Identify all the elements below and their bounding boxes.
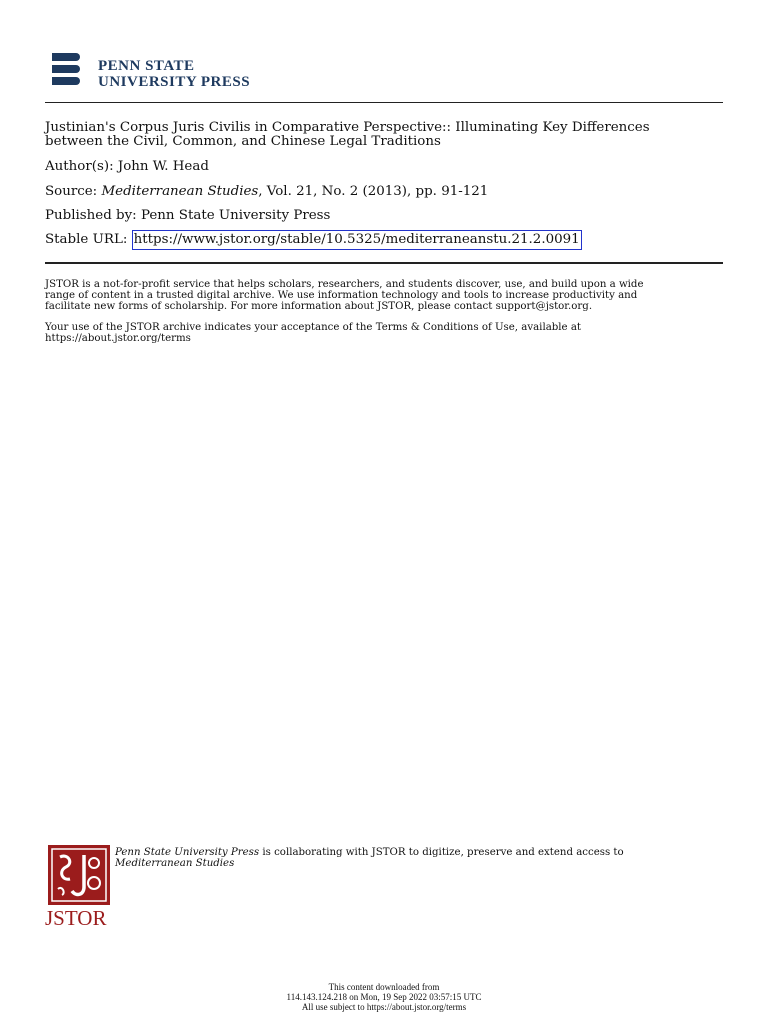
published-label: Published by: <box>45 208 137 223</box>
terms-line: Your use of the JSTOR archive indicates your acceptance of the Terms & Conditions of Use, available at <box>45 322 581 333</box>
collab-text: is collaborating with JSTOR to digitize, preserve and extend access to <box>259 847 624 858</box>
footer-line: This content downloaded from <box>328 982 440 992</box>
jstor-notice-paragraph <box>45 279 725 312</box>
collab-publisher: Penn State University Press <box>115 847 260 858</box>
notice-line: facilitate new forms of scholarship. For more information about JSTOR, please contact support@jstor.org. <box>45 301 593 312</box>
footer-line: 114.143.124.218 on Mon, 19 Sep 2022 03:57:15 UTC <box>286 992 482 1002</box>
download-footer <box>0 982 768 1012</box>
publisher-logo-text <box>98 58 250 90</box>
source-label: Source: <box>45 184 98 199</box>
article-author <box>45 160 735 174</box>
publisher-name: Penn State University Press <box>140 208 331 223</box>
stable-url-row <box>45 233 735 247</box>
terms-link[interactable]: https://about.jstor.org/terms <box>45 333 191 344</box>
footer-line: All use subject to https://about.jstor.org/terms <box>301 1002 467 1012</box>
collab-journal: Mediterranean Studies <box>115 858 235 869</box>
citation: , Vol. 21, No. 2 (2013), pp. 91-121 <box>258 184 489 199</box>
author-name: John W. Head <box>117 159 209 174</box>
stable-url-link[interactable]: https://www.jstor.org/stable/10.5325/mediterraneanstu.21.2.0091 <box>132 230 582 250</box>
author-label: Author(s): <box>45 159 114 174</box>
notice-line: JSTOR is a not-for-profit service that helps scholars, researchers, and students discover, use, and build upon a wide <box>45 279 644 290</box>
collaboration-statement <box>115 847 735 869</box>
article-title <box>45 121 735 149</box>
publisher-logo-line2: UNIVERSITY PRESS <box>98 74 251 90</box>
article-title-line2: between the Civil, Common, and Chinese Legal Traditions <box>45 134 441 149</box>
content-divider <box>45 262 723 264</box>
article-source <box>45 185 735 199</box>
header-divider <box>45 102 723 103</box>
notice-line: range of content in a trusted digital archive. We use information technology and tools to increase productivity and <box>45 290 638 301</box>
publisher-logo-line1: PENN STATE <box>98 58 195 74</box>
stable-url-label: Stable URL: <box>45 232 128 247</box>
penn-state-logo-icon <box>48 50 82 90</box>
article-publisher <box>45 209 735 223</box>
terms-notice-paragraph <box>45 322 725 344</box>
article-title-line1: Justinian's Corpus Juris Civilis in Comparative Perspective:: Illuminating Key Differences <box>45 120 650 135</box>
journal-name: Mediterranean Studies <box>101 184 259 199</box>
jstor-wordmark: JSTOR <box>45 906 107 930</box>
jstor-seal-icon <box>48 845 110 905</box>
